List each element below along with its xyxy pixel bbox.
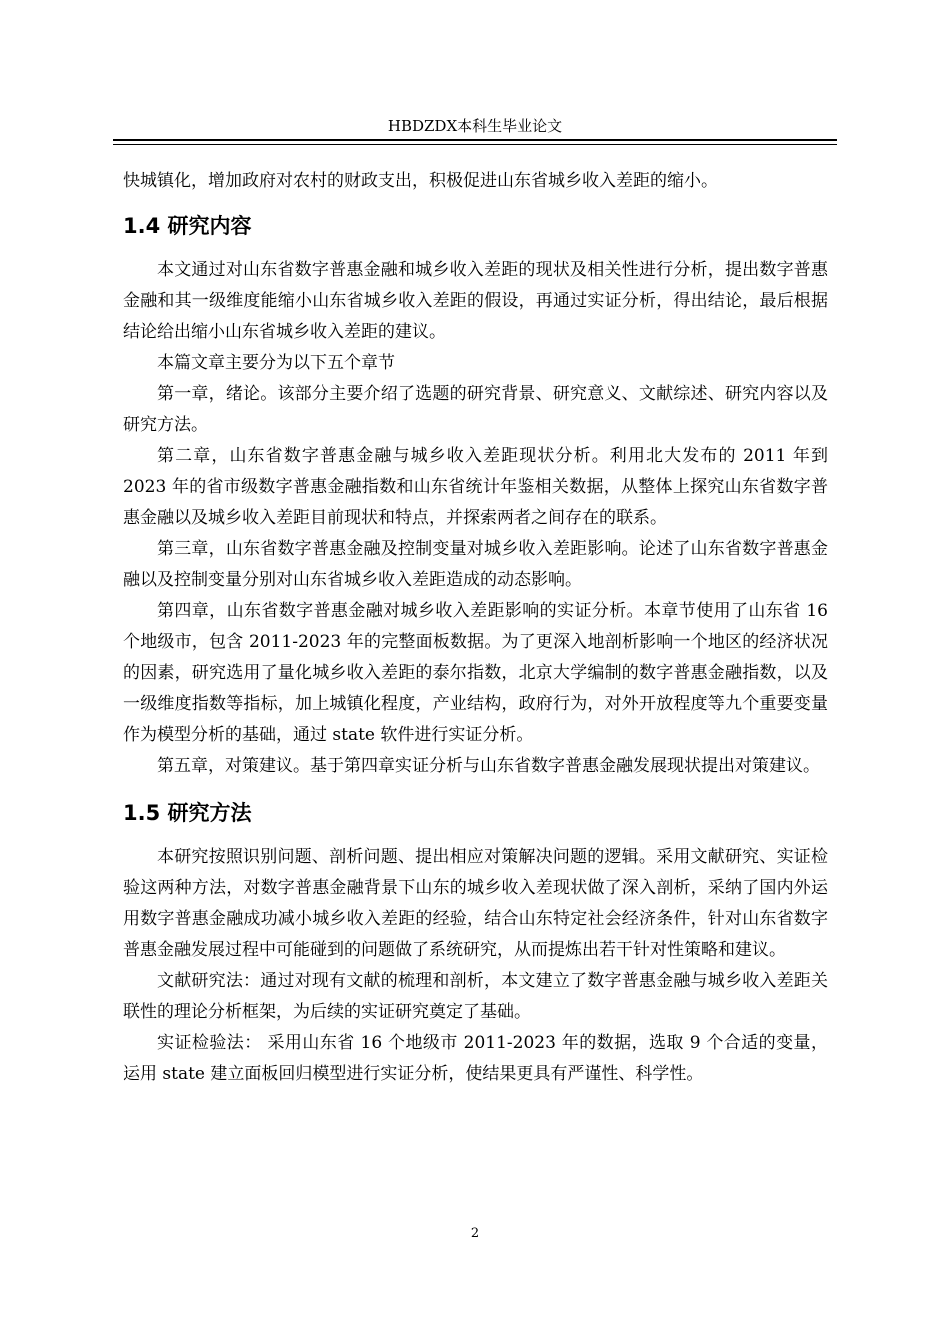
paragraph: 本篇文章主要分为以下五个章节	[157, 353, 395, 373]
paragraph: 第四章，山东省数字普惠金融对城乡收入差距影响的实证分析。本章节使用了山东省 16 个地级市，包含 2011-2023 年的完整面板数据。为了更深入地剖析影响一个地区的经济状况的因素，研究选用了量化城乡收入差距的泰尔指数，北京大学编制的数字普惠金融指数，以及一级维度指数等指标，加上城镇化程度，产业结构，政府行为，对外开放程度等九个重要变量作为模型分析的基础，通过 state 软件进行实证分析。	[123, 601, 828, 745]
paragraph: 实证检验法： 采用山东省 16 个地级市 2011-2023 年的数据，选取 9 个合适的变量，运用 state 建立面板回归模型进行实证分析，使结果更具有严谨性、科学性。	[123, 1033, 828, 1084]
paragraph: 本文通过对山东省数字普惠金融和城乡收入差距的现状及相关性进行分析，提出数字普惠金融和其一级维度能缩小山东省城乡收入差距的假设，再通过实证分析，得出结论，最后根据结论给出缩小山东省城乡收入差距的建议。	[123, 260, 828, 342]
section-heading-1-4: 1.4 研究内容	[123, 214, 252, 238]
paragraph: 第五章，对策建议。基于第四章实证分析与山东省数字普惠金融发展现状提出对策建议。	[157, 756, 820, 776]
paragraph: 本研究按照识别问题、剖析问题、提出相应对策解决问题的逻辑。采用文献研究、实证检验这两种方法，对数字普惠金融背景下山东的城乡收入差现状做了深入剖析，采纳了国内外运用数字普惠金融成功减小城乡收入差距的经验，结合山东特定社会经济条件，针对山东省数字普惠金融发展过程中可能碰到的问题做了系统研究，从而提炼出若干针对性策略和建议。	[123, 847, 828, 960]
header-rule-thick	[113, 139, 837, 141]
running-header: HBDZDX本科生毕业论文	[387, 117, 563, 135]
paragraph: 文献研究法：通过对现有文献的梳理和剖析，本文建立了数字普惠金融与城乡收入差距关联性的理论分析框架，为后续的实证研究奠定了基础。	[123, 971, 828, 1022]
paragraph: 第二章，山东省数字普惠金融与城乡收入差距现状分析。利用北大发布的 2011 年到 2023 年的省市级数字普惠金融指数和山东省统计年鉴相关数据，从整体上探究山东省数字普惠金融以及城乡收入差距目前现状和特点，并探索两者之间存在的联系。	[123, 446, 828, 528]
section-heading-1-5: 1.5 研究方法	[123, 801, 252, 825]
page-number: 2	[470, 1226, 480, 1241]
document-body	[123, 166, 828, 1090]
paragraph: 第一章，绪论。该部分主要介绍了选题的研究背景、研究意义、文献综述、研究内容以及研究方法。	[123, 384, 828, 435]
header-rule-thin	[113, 144, 837, 145]
continued-paragraph: 快城镇化，增加政府对农村的财政支出，积极促进山东省城乡收入差距的缩小。	[123, 171, 718, 191]
paragraph: 第三章，山东省数字普惠金融及控制变量对城乡收入差距影响。论述了山东省数字普惠金融以及控制变量分别对山东省城乡收入差距造成的动态影响。	[123, 539, 828, 590]
